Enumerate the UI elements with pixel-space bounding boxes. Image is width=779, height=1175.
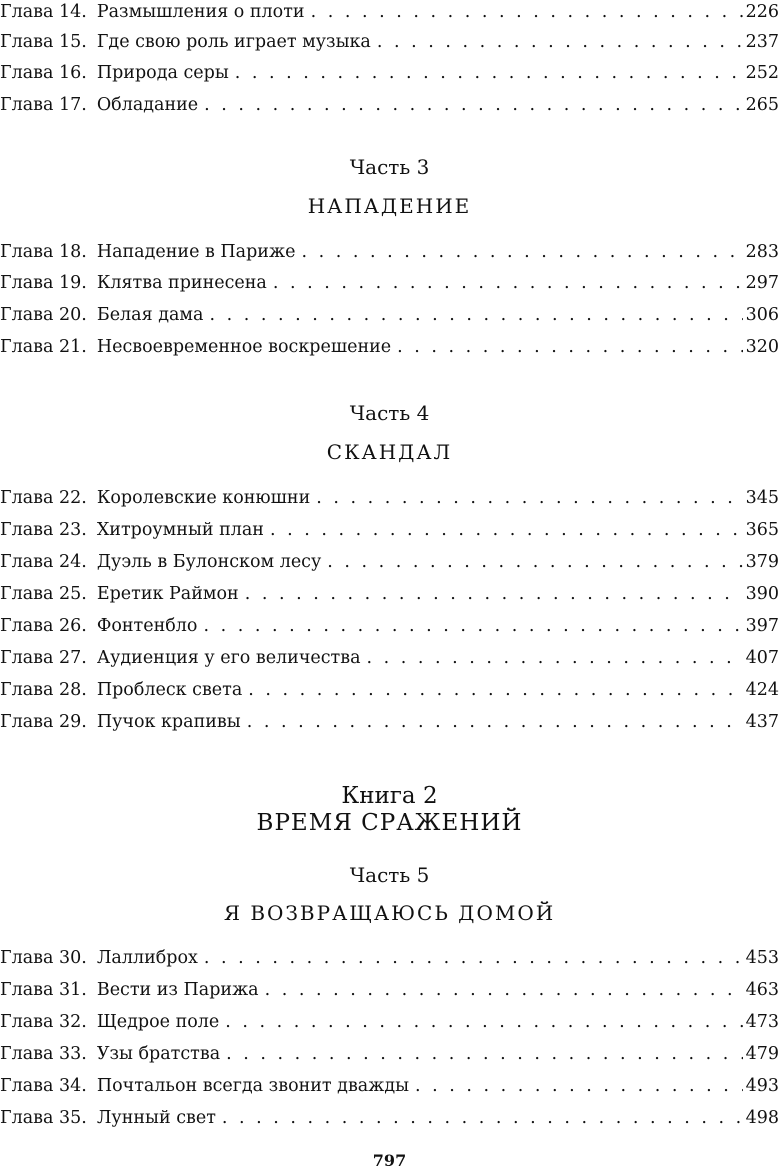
chapter-page: 463 — [745, 980, 779, 1000]
dot-leader — [301, 237, 742, 267]
chapter-page: 297 — [745, 273, 779, 293]
toc-entry — [0, 300, 779, 330]
chapter-page: 306 — [745, 305, 779, 325]
chapter-page: 252 — [745, 63, 779, 83]
dot-leader — [397, 332, 742, 362]
part-label: Часть 5 — [349, 863, 430, 887]
chapter-label: Глава 17. — [0, 95, 87, 115]
dot-leader — [265, 975, 743, 1005]
chapter-title: Лаллиброх — [96, 948, 198, 968]
toc-entry — [0, 943, 779, 973]
chapter-title: Дуэль в Булонском лесу — [96, 552, 322, 572]
chapter-title: Королевские конюшни — [96, 488, 311, 508]
chapter-title: Фонтенбло — [96, 616, 198, 636]
dot-leader — [225, 1007, 742, 1037]
chapter-label: Глава 16. — [0, 63, 87, 83]
part-label: Часть 4 — [349, 401, 430, 425]
chapter-label: Глава 24. — [0, 552, 87, 572]
page-number: 797 — [372, 1151, 407, 1170]
chapter-label: Глава 33. — [0, 1044, 87, 1064]
chapter-title: Несвоевременное воскрешение — [96, 337, 392, 357]
dot-leader — [226, 1039, 742, 1069]
dot-leader — [204, 943, 743, 973]
chapter-page: 345 — [745, 488, 779, 508]
chapter-page: 226 — [745, 2, 779, 22]
chapter-title: Обладание — [96, 95, 199, 115]
chapter-title: Пучок крапивы — [96, 712, 241, 732]
book-label: Книга 2 — [341, 783, 438, 809]
chapter-label: Глава 31. — [0, 980, 87, 1000]
chapter-label: Глава 18. — [0, 242, 87, 262]
toc-entry — [0, 0, 779, 27]
chapter-title: Почтальон всегда звонит дважды — [96, 1076, 410, 1096]
chapter-title: Узы братства — [96, 1044, 221, 1064]
chapter-page: 320 — [745, 337, 779, 357]
toc-entry — [0, 1103, 779, 1133]
toc-entry — [0, 975, 779, 1005]
dot-leader — [327, 547, 742, 577]
chapter-title: Вести из Парижа — [96, 980, 259, 1000]
chapter-page: 365 — [745, 520, 779, 540]
chapter-label: Глава 34. — [0, 1076, 87, 1096]
part-title: Я ВОЗВРАЩАЮСЬ ДОМОЙ — [223, 901, 556, 925]
toc-entry — [0, 579, 779, 609]
chapter-label: Глава 35. — [0, 1108, 87, 1128]
part-title: СКАНДАЛ — [326, 440, 453, 464]
chapter-page: 473 — [745, 1012, 779, 1032]
dot-leader — [415, 1071, 743, 1101]
chapter-label: Глава 19. — [0, 273, 87, 293]
chapter-page: 479 — [745, 1044, 779, 1064]
chapter-title: Белая дама — [96, 305, 204, 325]
dot-leader — [204, 90, 742, 120]
chapter-label: Глава 28. — [0, 680, 87, 700]
chapter-page: 437 — [745, 712, 779, 732]
dot-leader — [222, 1103, 743, 1133]
chapter-page: 379 — [745, 552, 779, 572]
toc-entry — [0, 515, 779, 545]
chapter-title: Проблеск света — [96, 680, 243, 700]
dot-leader — [247, 707, 743, 737]
chapter-label: Глава 14. — [0, 2, 87, 22]
toc-entry — [0, 675, 779, 705]
chapter-label: Глава 20. — [0, 305, 87, 325]
chapter-title: Клятва принесена — [96, 273, 267, 293]
chapter-title: Еретик Раймон — [96, 584, 239, 604]
chapter-title: Лунный свет — [96, 1108, 216, 1128]
dot-leader — [203, 611, 742, 641]
dot-leader — [367, 643, 743, 673]
chapter-page: 424 — [745, 680, 779, 700]
chapter-label: Глава 21. — [0, 337, 87, 357]
dot-leader — [235, 58, 743, 88]
toc-entry — [0, 58, 779, 88]
part-label: Часть 3 — [349, 155, 430, 179]
chapter-page: 283 — [745, 242, 779, 262]
toc-entry — [0, 237, 779, 267]
chapter-page: 237 — [745, 32, 779, 52]
dot-leader — [377, 27, 743, 57]
dot-leader — [270, 515, 743, 545]
dot-leader — [209, 300, 742, 330]
chapter-label: Глава 23. — [0, 520, 87, 540]
chapter-page: 498 — [745, 1108, 779, 1128]
chapter-page: 397 — [745, 616, 779, 636]
chapter-page: 493 — [745, 1076, 779, 1096]
chapter-title: Природа серы — [96, 63, 229, 83]
chapter-page: 407 — [745, 648, 779, 668]
dot-leader — [311, 0, 743, 27]
book-title: ВРЕМЯ СРАЖЕНИЙ — [256, 810, 523, 836]
toc-entry — [0, 1007, 779, 1037]
chapter-title: Щедрое поле — [96, 1012, 220, 1032]
toc-entry — [0, 483, 779, 513]
toc-entry — [0, 1039, 779, 1069]
chapter-label: Глава 15. — [0, 32, 87, 52]
toc-entry — [0, 547, 779, 577]
chapter-page: 265 — [745, 95, 779, 115]
dot-leader — [248, 675, 742, 705]
toc-entry — [0, 90, 779, 120]
chapter-title: Где свою роль играет музыка — [96, 32, 371, 52]
chapter-label: Глава 30. — [0, 948, 87, 968]
toc-entry — [0, 268, 779, 298]
chapter-page: 390 — [745, 584, 779, 604]
chapter-title: Аудиенция у его величества — [96, 648, 361, 668]
dot-leader — [273, 268, 743, 298]
chapter-label: Глава 22. — [0, 488, 87, 508]
toc-entry — [0, 707, 779, 737]
chapter-label: Глава 32. — [0, 1012, 87, 1032]
chapter-title: Хитроумный план — [96, 520, 264, 540]
chapter-label: Глава 27. — [0, 648, 87, 668]
chapter-label: Глава 25. — [0, 584, 87, 604]
chapter-title: Нападение в Париже — [96, 242, 296, 262]
toc-entry — [0, 611, 779, 641]
toc-entry — [0, 1071, 779, 1101]
chapter-label: Глава 29. — [0, 712, 87, 732]
dot-leader — [316, 483, 742, 513]
toc-entry — [0, 643, 779, 673]
chapter-page: 453 — [745, 948, 779, 968]
toc-entry — [0, 332, 779, 362]
part-title: НАПАДЕНИЕ — [307, 194, 472, 218]
toc-entry — [0, 27, 779, 57]
dot-leader — [245, 579, 743, 609]
chapter-title: Размышления о плоти — [96, 2, 305, 22]
chapter-label: Глава 26. — [0, 616, 87, 636]
